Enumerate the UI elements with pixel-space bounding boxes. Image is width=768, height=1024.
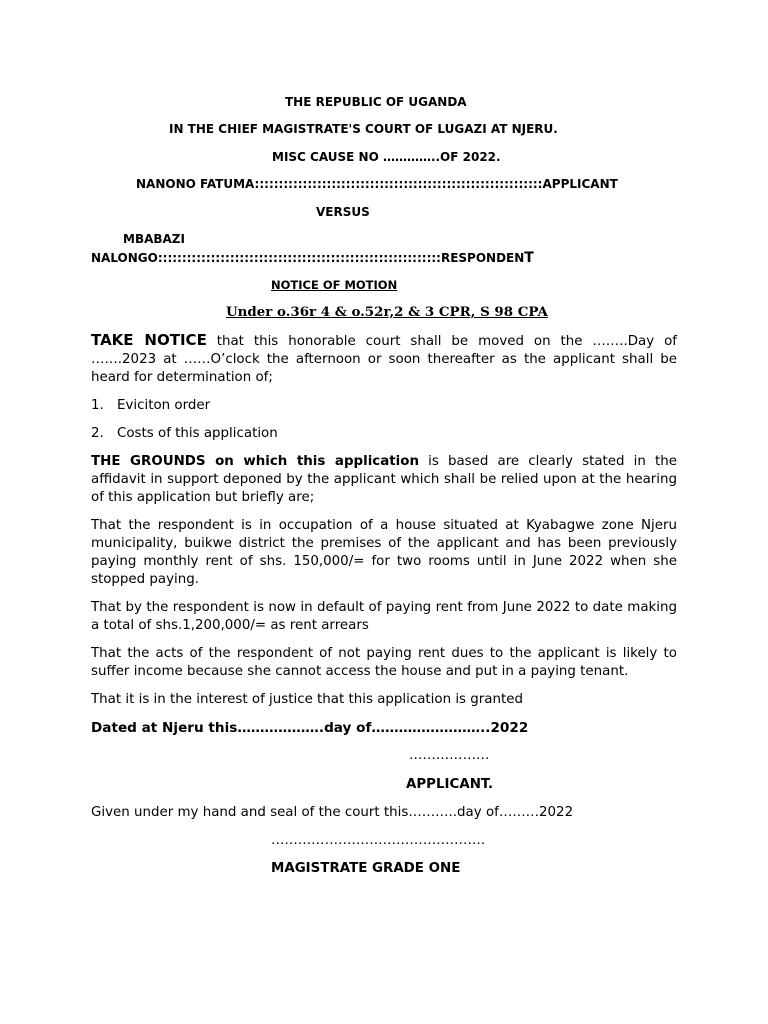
applicant-signature-dots: ……………… [409, 748, 490, 763]
applicant-label: APPLICANT. [406, 777, 494, 792]
cause-number: MISC CAUSE NO …………..OF 2022. [272, 150, 501, 164]
applicant-party-line: NANONO FATUMA::::::::::::::::::::::::::::::::::::::::::::::::::::::::::::APPLICANT [136, 177, 618, 191]
take-notice-paragraph [91, 331, 677, 387]
ground-justice-paragraph: That it is in the interest of justice that this application is granted [91, 692, 523, 707]
respondent-line-main: NALONGO:::::::::::::::::::::::::::::::::::::::::::::::::::::::::::RESPONDEN [91, 251, 525, 265]
list-item-text: Eviciton order [117, 398, 211, 413]
grounds-lead: THE GROUNDS on which this application [91, 454, 419, 469]
notice-title: NOTICE OF MOTION [271, 278, 398, 292]
republic-heading: THE REPUBLIC OF UGANDA [285, 95, 467, 109]
list-item-number: 1. [91, 398, 104, 413]
magistrate-signature-dots: ………………………………………… [271, 833, 486, 848]
grounds-paragraph [91, 453, 677, 507]
court-heading: IN THE CHIEF MAGISTRATE'S COURT OF LUGAZI AT NJERU. [169, 122, 558, 136]
rules-subtitle: Under o.36r 4 & o.52r,2 & 3 CPR, S 98 CPA [226, 304, 548, 320]
dated-line: Dated at Njeru this……………….day of……………………..2022 [91, 720, 529, 736]
take-notice-lead: TAKE NOTICE [91, 331, 207, 349]
list-item [91, 425, 278, 443]
respondent-line-last: T [524, 250, 534, 266]
respondent-first-name: MBABAZI [123, 232, 185, 246]
given-under-hand-line: Given under my hand and seal of the court this………..day of………2022 [91, 805, 574, 820]
ground-default-paragraph: That by the respondent is now in default of paying rent from June 2022 to date making a total of shs.1,200,000/= as rent arrears [91, 600, 677, 633]
versus-label: VERSUS [316, 205, 370, 219]
respondent-party-line [91, 249, 534, 267]
ground-acts-paragraph: That the acts of the respondent of not paying rent dues to the applicant is likely to suffer income because she cannot access the house and put in a paying tenant. [91, 646, 677, 679]
list-item-number: 2. [91, 426, 104, 441]
ground-occupation-paragraph: That the respondent is in occupation of a house situated at Kyabagwe zone Njeru municipality, buikwe district the premises of the applicant and has been previously paying monthly rent of shs. 150,000/= for two rooms until in June 2022 when she stopped paying. [91, 518, 677, 587]
grounds-text: is based are clearly stated in the affidavit in support deponed by the applicant which shall be relied upon at the hearing of this application but briefly are; [91, 454, 677, 505]
list-item-text: Costs of this application [117, 426, 278, 441]
list-item [91, 397, 210, 415]
take-notice-text: that this honorable court shall be moved on the ……..Day of …….2023 at ……O’clock the afternoon or soon thereafter as the applicant shall be heard for determination of; [91, 334, 677, 385]
magistrate-label: MAGISTRATE GRADE ONE [271, 861, 461, 876]
